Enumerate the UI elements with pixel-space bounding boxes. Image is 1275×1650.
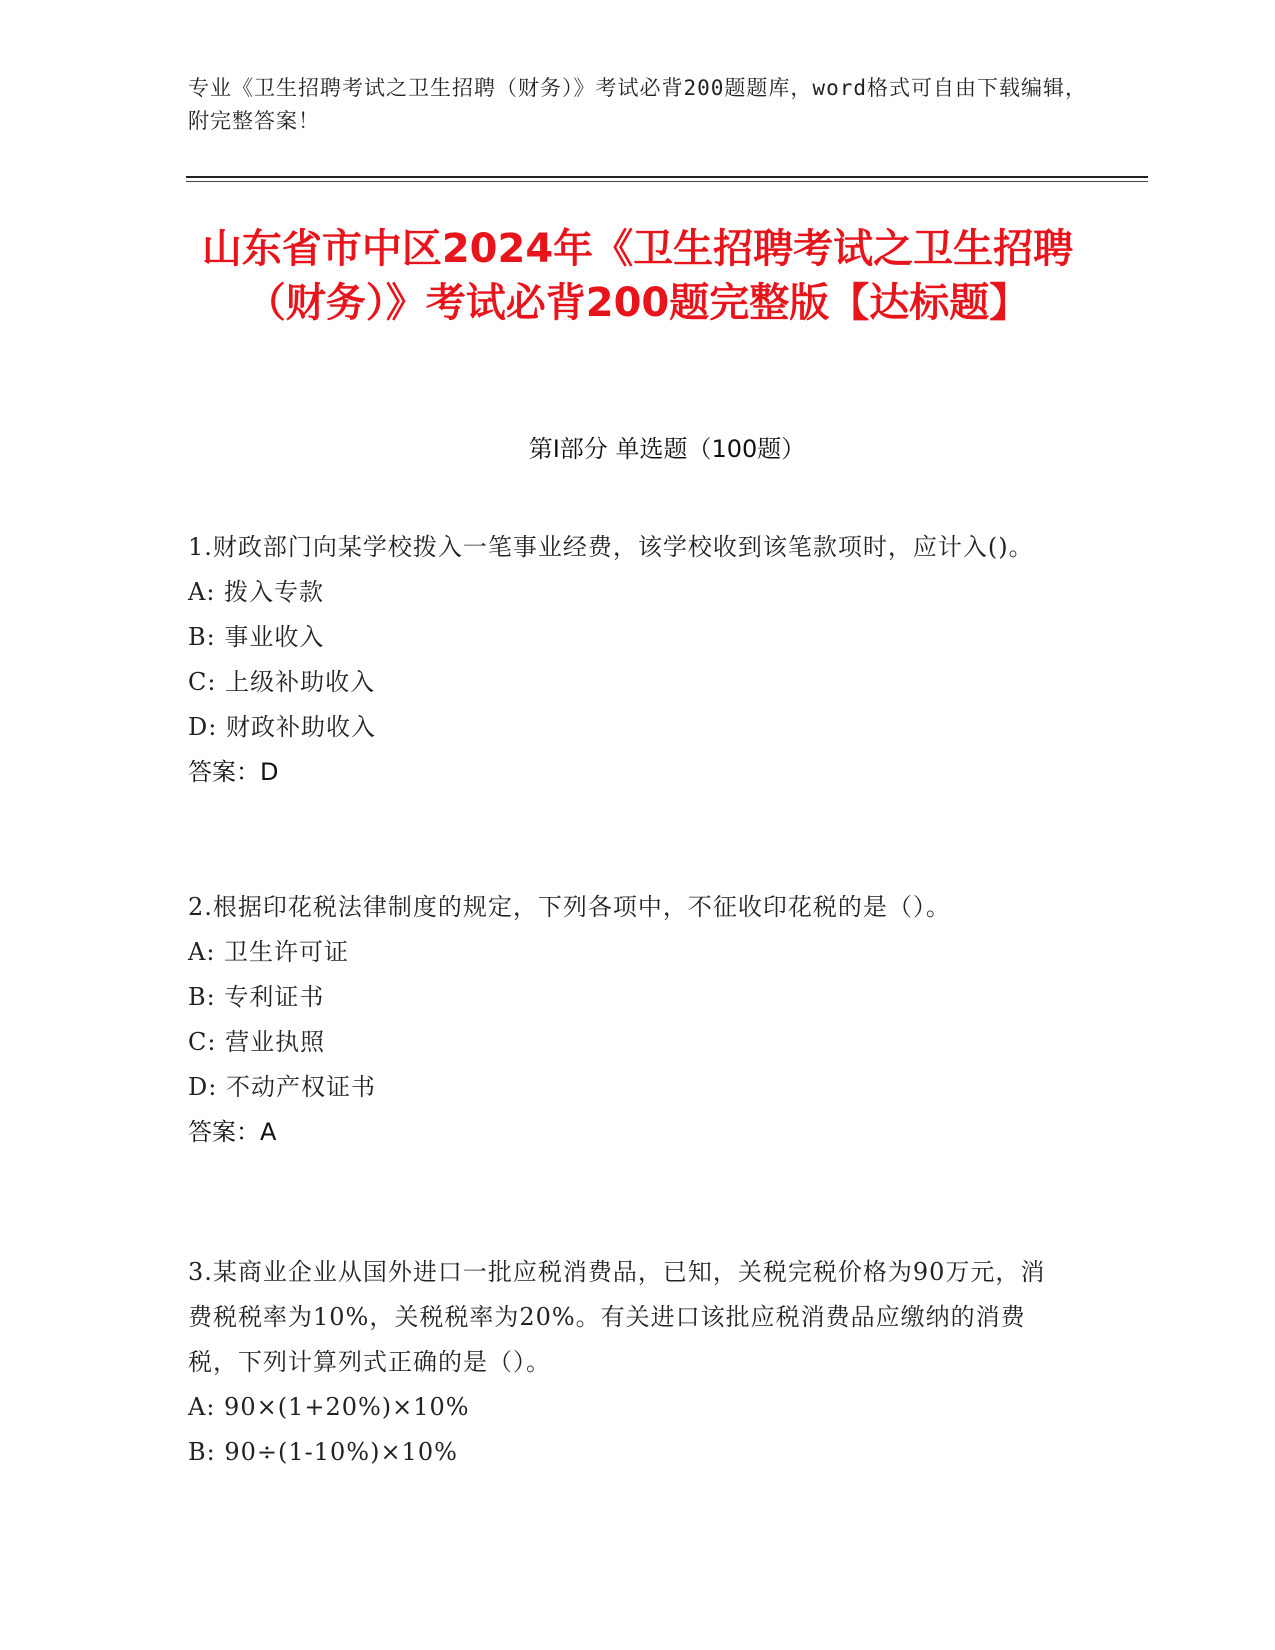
question-3 — [188, 1250, 1068, 1475]
question-stem: 1.财政部门向某学校拨入一笔事业经费，该学校收到该笔款项时，应计入()。 — [188, 533, 1034, 561]
option-c: C: 营业执照 — [188, 1028, 326, 1056]
section-title: 第Ⅰ部分 单选题（100题） — [528, 435, 806, 463]
option-c: C: 上级补助收入 — [188, 668, 376, 696]
question-1 — [188, 525, 1068, 795]
question-stem: 2.根据印花税法律制度的规定，下列各项中，不征收印花税的是（）。 — [188, 893, 951, 921]
answer: 答案：D — [188, 758, 279, 786]
question-stem: 3.某商业企业从国外进口一批应税消费品，已知，关税完税价格为90万元，消费税税率为10%，关税税率为20%。有关进口该批应税消费品应缴纳的消费税，下列计算列式正确的是（）。 — [188, 1258, 1046, 1376]
option-a: A: 卫生许可证 — [188, 938, 350, 966]
header-divider-thin — [186, 181, 1148, 182]
document-title: 山东省市中区2024年《卫生招聘考试之卫生招聘（财务）》考试必背200题完整版【达标题】 — [201, 226, 1074, 326]
answer: 答案：A — [188, 1118, 277, 1146]
option-a: A: 拨入专款 — [188, 578, 325, 606]
option-b: B: 事业收入 — [188, 623, 325, 651]
option-b: B: 专利证书 — [188, 983, 325, 1011]
header-note: 专业《卫生招聘考试之卫生招聘（财务）》考试必背200题题库，word格式可自由下载编辑，附完整答案！ — [188, 76, 1087, 133]
option-d: D: 财政补助收入 — [188, 713, 376, 741]
question-2 — [188, 885, 1068, 1155]
option-b: B: 90÷(1-10%)×10% — [188, 1438, 458, 1466]
header-divider-thick — [186, 176, 1148, 178]
option-a: A: 90×(1+20%)×10% — [188, 1393, 470, 1421]
option-d: D: 不动产权证书 — [188, 1073, 376, 1101]
